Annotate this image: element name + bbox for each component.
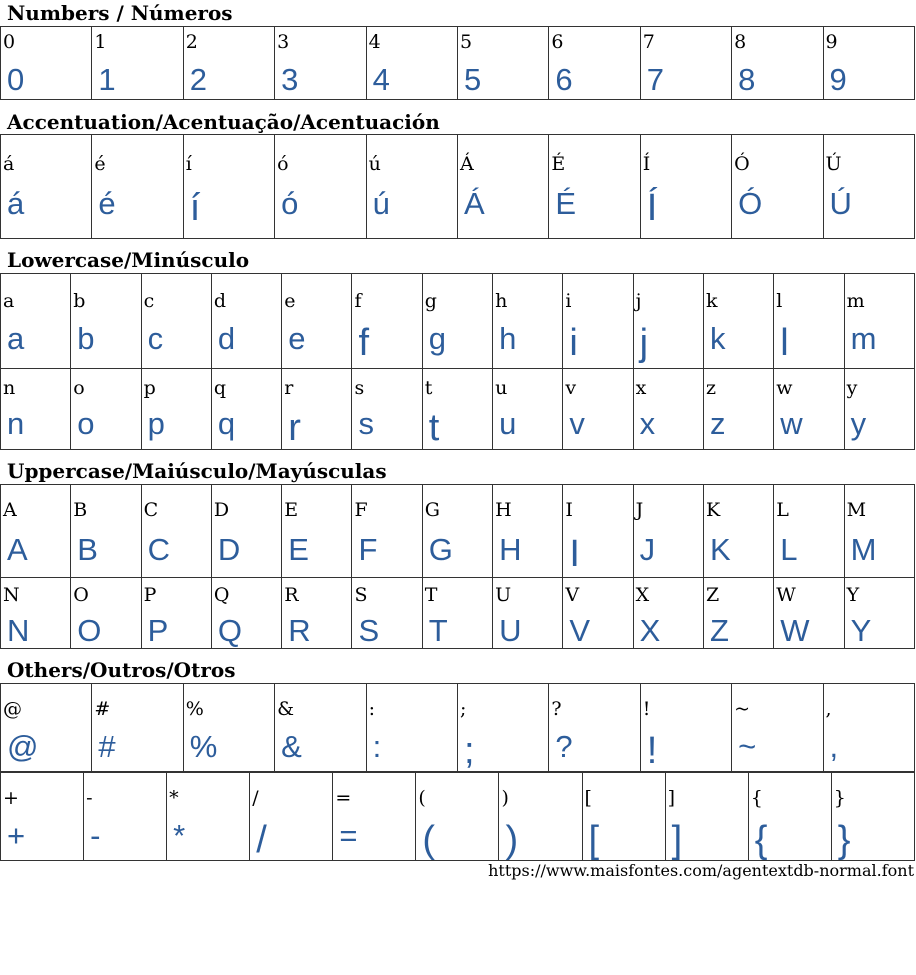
cell-label: j xyxy=(635,290,642,312)
glyph-cell xyxy=(211,369,281,450)
cell-label: 9 xyxy=(825,31,838,53)
section-title-lowercase: Lowercase/Minúsculo xyxy=(7,248,250,272)
glyph-cell xyxy=(563,369,633,450)
cell-glyph-sample: & xyxy=(281,729,302,764)
cell-label: h xyxy=(495,290,508,312)
cell-label: ] xyxy=(667,787,676,809)
glyph-cell xyxy=(141,274,211,369)
glyph-cell xyxy=(275,684,366,772)
cell-glyph-sample: 6 xyxy=(555,62,573,97)
cell-label: : xyxy=(368,698,375,720)
cell-glyph-sample: Í xyxy=(646,187,658,229)
glyph-cell xyxy=(457,27,548,100)
cell-label: É xyxy=(551,153,566,175)
glyph-cell xyxy=(457,135,548,239)
cell-label: Z xyxy=(705,584,720,606)
glyph-cell xyxy=(640,27,731,100)
glyph-cell xyxy=(549,135,640,239)
glyph-cell xyxy=(457,684,548,772)
glyph-cell xyxy=(422,578,492,649)
cell-glyph-sample: r xyxy=(288,407,301,449)
cell-label: a xyxy=(3,290,15,312)
cell-glyph-sample: ? xyxy=(555,729,573,764)
cell-glyph-sample: g xyxy=(428,321,447,356)
cell-label: ú xyxy=(368,153,381,175)
cell-glyph-sample: i xyxy=(569,322,578,364)
glyph-cell xyxy=(732,135,823,239)
cell-glyph-sample: ! xyxy=(646,730,658,772)
cell-glyph-sample: T xyxy=(428,613,448,648)
cell-label: c xyxy=(143,290,155,312)
cell-label: # xyxy=(94,698,111,720)
cell-label: ) xyxy=(501,787,509,809)
cell-label: S xyxy=(354,584,368,606)
glyph-cell xyxy=(366,684,457,772)
cell-glyph-sample: t xyxy=(428,407,440,449)
cell-glyph-sample: d xyxy=(217,321,236,356)
glyph-cell xyxy=(549,684,640,772)
cell-glyph-sample: l xyxy=(780,322,789,364)
cell-label: ~ xyxy=(734,698,751,720)
cell-glyph-sample: v xyxy=(569,406,585,441)
glyph-cell xyxy=(1,684,92,772)
glyph-cell xyxy=(282,369,352,450)
cell-glyph-sample: Ú xyxy=(829,186,852,221)
cell-label: b xyxy=(73,290,86,312)
glyph-cell xyxy=(1,135,92,239)
cell-glyph-sample: H xyxy=(499,532,522,567)
cell-glyph-sample: ; xyxy=(463,730,475,772)
cell-glyph-sample: 9 xyxy=(829,62,847,97)
cell-glyph-sample: b xyxy=(77,321,95,356)
uppercase-row xyxy=(1,485,915,578)
cell-glyph-sample: 3 xyxy=(281,62,299,97)
cell-glyph-sample: y xyxy=(850,406,867,441)
cell-label: Á xyxy=(459,153,474,175)
glyph-cell xyxy=(563,274,633,369)
cell-glyph-sample: B xyxy=(77,532,98,567)
cell-glyph-sample: D xyxy=(217,532,241,567)
cell-label: Q xyxy=(213,584,230,606)
glyph-cell xyxy=(732,684,823,772)
glyph-cell xyxy=(640,684,731,772)
section-title-others: Others/Outros/Otros xyxy=(7,658,236,682)
cell-label: Y xyxy=(846,584,860,606)
cell-label: i xyxy=(565,290,572,312)
cell-glyph-sample: C xyxy=(147,532,170,567)
glyph-cell xyxy=(71,369,141,450)
cell-label: & xyxy=(277,698,295,720)
cell-glyph-sample: J xyxy=(639,532,656,567)
glyph-cell xyxy=(774,274,844,369)
cell-label: t xyxy=(424,377,433,399)
glyph-cell xyxy=(141,369,211,450)
cell-glyph-sample: G xyxy=(428,532,453,567)
cell-glyph-sample: U xyxy=(499,613,522,648)
cell-glyph-sample: ~ xyxy=(738,729,757,764)
glyph-cell xyxy=(823,684,914,772)
cell-glyph-sample: X xyxy=(639,613,661,648)
cell-label: v xyxy=(565,377,577,399)
cell-label: d xyxy=(213,290,227,312)
glyph-cell xyxy=(416,773,499,861)
glyph-cell xyxy=(352,369,422,450)
cell-label: ! xyxy=(642,698,651,720)
cell-glyph-sample: x xyxy=(639,406,656,441)
glyph-cell xyxy=(282,485,352,578)
cell-label: T xyxy=(424,584,438,606)
cell-glyph-sample: , xyxy=(829,729,839,764)
cell-glyph-sample: Z xyxy=(709,613,729,648)
glyph-cell xyxy=(1,578,71,649)
cell-glyph-sample: @ xyxy=(7,729,39,764)
cell-label: A xyxy=(3,499,17,521)
glyph-cell xyxy=(844,485,914,578)
cell-glyph-sample: 4 xyxy=(372,62,390,97)
glyph-cell xyxy=(844,274,914,369)
glyph-cell xyxy=(582,773,665,861)
lowercase-row xyxy=(1,274,915,369)
cell-label: g xyxy=(424,290,437,312)
cell-label: 4 xyxy=(368,31,381,53)
cell-label: f xyxy=(354,290,362,312)
footer-url[interactable]: https://www.maisfontes.com/agentextdb-normal.font xyxy=(488,861,914,880)
glyph-cell xyxy=(703,274,773,369)
glyph-cell xyxy=(732,27,823,100)
cell-label: n xyxy=(3,377,16,399)
glyph-cell xyxy=(493,485,563,578)
cell-label: 0 xyxy=(3,31,16,53)
glyph-cell xyxy=(352,274,422,369)
cell-label: D xyxy=(213,499,230,521)
glyph-cell xyxy=(823,27,914,100)
glyph-cell xyxy=(831,773,914,861)
cell-glyph-sample: 2 xyxy=(189,62,208,97)
glyph-cell xyxy=(92,684,183,772)
cell-glyph-sample: m xyxy=(850,321,877,356)
cell-label: Í xyxy=(642,153,651,175)
cell-label: % xyxy=(185,698,204,720)
cell-glyph-sample: - xyxy=(90,818,101,853)
cell-glyph-sample: c xyxy=(147,321,164,356)
numbers-row xyxy=(1,27,915,100)
cell-glyph-sample: L xyxy=(780,532,798,567)
others-row xyxy=(1,773,915,861)
section-title-uppercase: Uppercase/Maiúsculo/Mayúsculas xyxy=(7,459,387,483)
glyph-cell xyxy=(774,578,844,649)
glyph-cell xyxy=(563,578,633,649)
cell-label: [ xyxy=(584,787,592,809)
cell-label: ? xyxy=(551,698,562,720)
cell-glyph-sample: ó xyxy=(281,186,299,221)
cell-glyph-sample: V xyxy=(569,613,591,648)
cell-label: 7 xyxy=(642,31,655,53)
cell-glyph-sample: M xyxy=(850,532,877,567)
cell-label: o xyxy=(73,377,85,399)
cell-label: w xyxy=(776,377,793,399)
glyph-cell xyxy=(422,485,492,578)
cell-label: s xyxy=(354,377,365,399)
glyph-cell xyxy=(71,578,141,649)
glyph-cell xyxy=(748,773,831,861)
glyph-cell xyxy=(1,274,71,369)
glyph-cell xyxy=(549,27,640,100)
glyph-cell xyxy=(422,369,492,450)
glyph-cell xyxy=(183,135,274,239)
cell-label: p xyxy=(143,377,156,399)
cell-glyph-sample: { xyxy=(754,819,768,861)
glyph-cell xyxy=(633,485,703,578)
cell-label: H xyxy=(495,499,512,521)
cell-label: / xyxy=(252,787,259,809)
glyph-cell xyxy=(282,578,352,649)
cell-glyph-sample: # xyxy=(98,729,116,764)
cell-glyph-sample: o xyxy=(77,406,95,441)
cell-glyph-sample: k xyxy=(709,321,726,356)
glyph-cell xyxy=(844,369,914,450)
glyph-cell xyxy=(141,485,211,578)
cell-label: I xyxy=(565,499,573,521)
cell-label: 8 xyxy=(734,31,747,53)
glyph-cell xyxy=(1,485,71,578)
accents-grid xyxy=(0,134,915,239)
cell-label: B xyxy=(73,499,88,521)
cell-label: ó xyxy=(277,153,289,175)
cell-label: á xyxy=(3,153,15,175)
cell-label: 5 xyxy=(459,31,473,53)
cell-glyph-sample: } xyxy=(837,819,851,861)
cell-label: 2 xyxy=(185,31,198,53)
cell-glyph-sample: % xyxy=(189,729,218,764)
glyph-cell xyxy=(366,27,457,100)
cell-glyph-sample: I xyxy=(569,533,580,575)
glyph-cell xyxy=(774,369,844,450)
cell-label: J xyxy=(635,499,644,521)
cell-label: m xyxy=(846,290,865,312)
cell-label: { xyxy=(750,787,763,809)
glyph-cell xyxy=(275,27,366,100)
cell-glyph-sample: [ xyxy=(588,819,600,861)
cell-label: 3 xyxy=(277,31,290,53)
glyph-cell xyxy=(275,135,366,239)
glyph-cell xyxy=(167,773,250,861)
cell-glyph-sample: n xyxy=(7,406,25,441)
cell-label: k xyxy=(705,290,718,312)
cell-label: 1 xyxy=(94,31,107,53)
section-title-accents: Accentuation/Acentuação/Acentuación xyxy=(7,110,440,134)
glyph-cell xyxy=(352,485,422,578)
others-row xyxy=(1,684,915,772)
lowercase-grid xyxy=(0,273,915,450)
others-grid-2 xyxy=(0,772,915,861)
cell-glyph-sample: Á xyxy=(463,186,485,221)
glyph-cell xyxy=(352,578,422,649)
cell-label: U xyxy=(495,584,512,606)
cell-label: x xyxy=(635,377,647,399)
glyph-cell xyxy=(774,485,844,578)
uppercase-row xyxy=(1,578,915,649)
cell-label: ; xyxy=(459,698,467,720)
cell-glyph-sample: ú xyxy=(372,186,390,221)
cell-label: Ó xyxy=(734,153,750,175)
glyph-cell xyxy=(1,773,84,861)
glyph-cell xyxy=(92,135,183,239)
glyph-cell xyxy=(71,274,141,369)
glyph-cell xyxy=(640,135,731,239)
cell-label: * xyxy=(169,787,179,809)
cell-glyph-sample: f xyxy=(358,322,370,364)
glyph-cell xyxy=(250,773,333,861)
glyph-cell xyxy=(703,369,773,450)
cell-glyph-sample: S xyxy=(358,613,380,648)
cell-label: P xyxy=(143,584,157,606)
cell-glyph-sample: É xyxy=(555,186,577,221)
cell-glyph-sample: 0 xyxy=(7,62,25,97)
cell-label: - xyxy=(86,787,93,809)
glyph-cell xyxy=(1,27,92,100)
cell-glyph-sample: Ó xyxy=(738,186,763,221)
cell-label: O xyxy=(73,584,89,606)
cell-glyph-sample: F xyxy=(358,532,378,567)
cell-glyph-sample: á xyxy=(7,186,25,221)
others-grid-1 xyxy=(0,683,915,772)
cell-glyph-sample: í xyxy=(189,187,201,229)
cell-glyph-sample: / xyxy=(256,819,267,861)
cell-glyph-sample: Y xyxy=(850,613,872,648)
glyph-cell xyxy=(844,578,914,649)
cell-label: V xyxy=(565,584,580,606)
cell-glyph-sample: R xyxy=(288,613,311,648)
cell-glyph-sample: E xyxy=(288,532,309,567)
cell-label: F xyxy=(354,499,368,521)
cell-glyph-sample: z xyxy=(709,406,726,441)
glyph-cell xyxy=(422,274,492,369)
cell-glyph-sample: A xyxy=(7,532,28,567)
glyph-cell xyxy=(366,135,457,239)
cell-label: q xyxy=(213,377,227,399)
glyph-cell xyxy=(211,578,281,649)
cell-glyph-sample: h xyxy=(499,321,517,356)
cell-label: é xyxy=(94,153,106,175)
cell-label: u xyxy=(495,377,508,399)
cell-label: l xyxy=(776,290,783,312)
cell-label: M xyxy=(846,499,867,521)
cell-glyph-sample: N xyxy=(7,613,30,648)
glyph-cell xyxy=(493,274,563,369)
glyph-cell xyxy=(84,773,167,861)
cell-label: + xyxy=(3,787,19,809)
cell-label: , xyxy=(825,698,832,720)
cell-glyph-sample: 7 xyxy=(646,62,664,97)
cell-glyph-sample: * xyxy=(173,818,186,853)
glyph-cell xyxy=(493,369,563,450)
glyph-cell xyxy=(823,135,914,239)
cell-glyph-sample: ] xyxy=(671,819,683,861)
cell-label: í xyxy=(185,153,192,175)
cell-label: X xyxy=(635,584,650,606)
cell-label: r xyxy=(284,377,294,399)
glyph-cell xyxy=(703,485,773,578)
lowercase-row xyxy=(1,369,915,450)
cell-label: G xyxy=(424,499,440,521)
cell-glyph-sample: é xyxy=(98,186,116,221)
cell-glyph-sample: w xyxy=(780,406,803,441)
cell-glyph-sample: W xyxy=(780,613,810,648)
glyph-cell xyxy=(493,578,563,649)
glyph-cell xyxy=(1,369,71,450)
cell-glyph-sample: 8 xyxy=(738,62,756,97)
glyph-cell xyxy=(499,773,582,861)
cell-glyph-sample: s xyxy=(358,406,374,441)
cell-glyph-sample: O xyxy=(77,613,102,648)
cell-label: e xyxy=(284,290,296,312)
uppercase-grid xyxy=(0,484,915,649)
glyph-cell xyxy=(633,274,703,369)
cell-label: @ xyxy=(3,698,22,720)
cell-glyph-sample: e xyxy=(288,321,306,356)
cell-glyph-sample: ) xyxy=(505,819,519,861)
cell-glyph-sample: K xyxy=(709,532,731,567)
glyph-cell xyxy=(633,578,703,649)
cell-glyph-sample: a xyxy=(7,321,25,356)
cell-label: Ú xyxy=(825,153,842,175)
cell-glyph-sample: P xyxy=(147,613,169,648)
glyph-cell xyxy=(141,578,211,649)
cell-label: 6 xyxy=(551,31,564,53)
glyph-cell xyxy=(71,485,141,578)
cell-label: y xyxy=(846,377,858,399)
cell-label: K xyxy=(705,499,721,521)
cell-glyph-sample: : xyxy=(372,729,382,764)
glyph-cell xyxy=(563,485,633,578)
cell-glyph-sample: j xyxy=(639,322,649,364)
glyph-cell xyxy=(211,274,281,369)
cell-label: E xyxy=(284,499,299,521)
cell-label: L xyxy=(776,499,789,521)
glyph-cell xyxy=(92,27,183,100)
cell-glyph-sample: = xyxy=(339,818,358,853)
cell-glyph-sample: Q xyxy=(217,613,243,648)
numbers-grid xyxy=(0,26,915,100)
cell-glyph-sample: 1 xyxy=(98,62,116,97)
cell-label: R xyxy=(284,584,299,606)
glyph-cell xyxy=(665,773,748,861)
glyph-cell xyxy=(703,578,773,649)
accents-row xyxy=(1,135,915,239)
cell-label: } xyxy=(833,787,846,809)
cell-glyph-sample: ( xyxy=(422,819,436,861)
glyph-cell xyxy=(183,684,274,772)
cell-label: C xyxy=(143,499,159,521)
section-title-numbers: Numbers / Números xyxy=(7,1,233,25)
glyph-cell xyxy=(282,274,352,369)
cell-glyph-sample: q xyxy=(217,406,236,441)
cell-glyph-sample: u xyxy=(499,406,517,441)
cell-glyph-sample: p xyxy=(147,406,165,441)
cell-label: = xyxy=(335,787,352,809)
glyph-cell xyxy=(333,773,416,861)
cell-label: N xyxy=(3,584,20,606)
glyph-cell xyxy=(633,369,703,450)
glyph-cell xyxy=(183,27,274,100)
cell-label: W xyxy=(776,584,796,606)
cell-glyph-sample: + xyxy=(7,818,26,853)
cell-label: ( xyxy=(418,787,426,809)
cell-glyph-sample: 5 xyxy=(463,62,482,97)
glyph-cell xyxy=(211,485,281,578)
cell-label: z xyxy=(705,377,716,399)
